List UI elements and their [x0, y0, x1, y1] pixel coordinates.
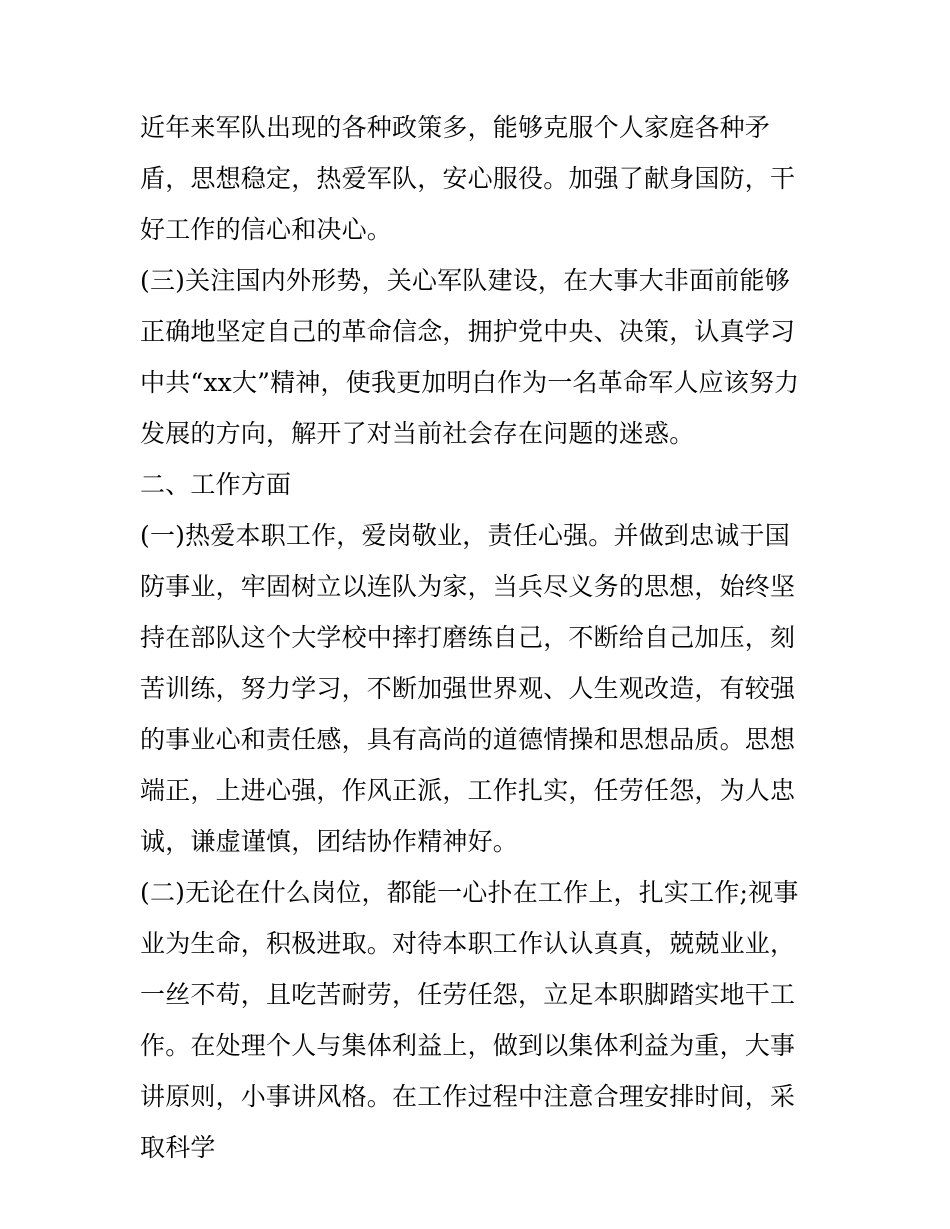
paragraph-section-one: (一)热爱本职工作，爱岗敬业，责任心强。并做到忠诚于国防事业，牢固树立以连队为家，当兵尽义务的思想，始终坚持在部队这个大学校中摔打磨练自己，不断给自己加压，刻苦训练，努力学习，不断加强世界观、人生观改造，有较强的事业心和责任感，具有高尚的道德情操和思想品质。思想端正，上进心强，作风正派，工作扎实，任劳任怨，为人忠诚，谦虚谨慎，团结协作精神好。	[140, 521, 796, 856]
paragraph-commitment: 近年来军队出现的各种政策多，能够克服个人家庭各种矛盾，思想稳定，热爱军队，安心服役。加强了献身国防，干好工作的信心和决心。	[140, 113, 796, 244]
paragraph-section-three: (三)关注国内外形势，关心军队建设，在大事大非面前能够正确地坚定自己的革命信念，拥护党中央、决策，认真学习中共“xx大”精神，使我更加明白作为一名革命军人应该努力发展的方向，解开了对当前社会存在问题的迷惑。	[140, 266, 800, 448]
paragraph-section-two: (二)无论在什么岗位，都能一心扑在工作上，扎实工作;视事业为生命，积极进取。对待本职工作认认真真，兢兢业业，一丝不苟，且吃苦耐劳，任劳任怨，立足本职脚踏实地干工作。在处理个人与集体利益上，做到以集体利益为重，大事讲原则，小事讲风格。在工作过程中注意合理安排时间，采取科学	[140, 878, 799, 1162]
section-heading-work: 二、工作方面	[140, 470, 292, 499]
document-body	[140, 102, 814, 1173]
